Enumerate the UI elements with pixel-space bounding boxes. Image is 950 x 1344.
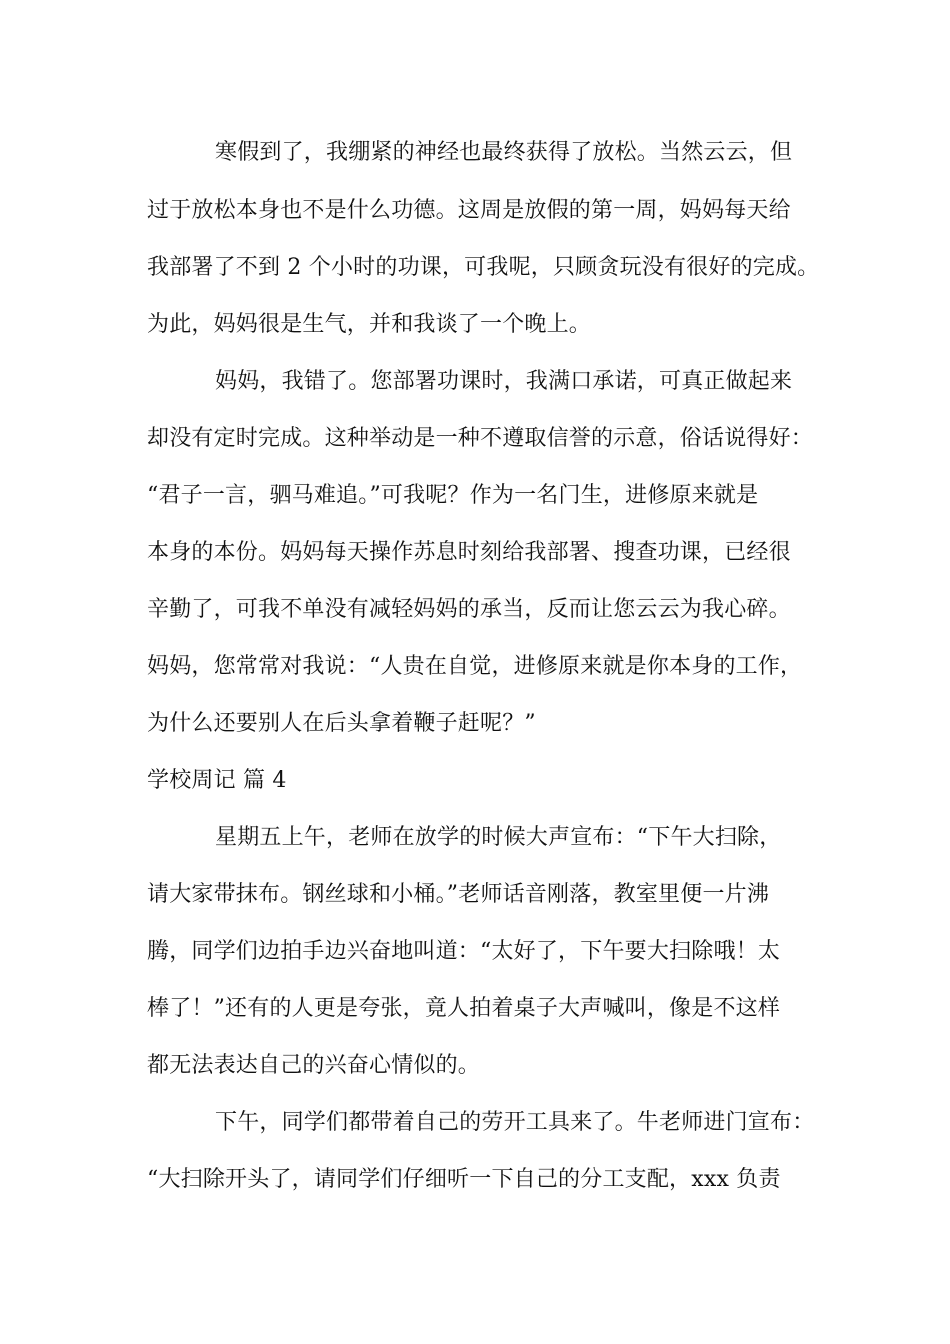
- paragraph-1-line-3: 我部署了不到 2 个小时的功课，可我呢，只顾贪玩没有很好的完成。: [147, 255, 820, 280]
- paragraph-2-line-2: 却没有定时完成。这种举动是一种不遵取信誉的示意，俗话说得好：: [147, 426, 814, 451]
- paragraph-3-line-5: 都无法表达自己的兴奋心情似的。: [147, 1053, 481, 1078]
- paragraph-2-line-6: 妈妈，您常常对我说：“人贵在自觉，进修原来就是你本身的工作，: [147, 654, 803, 679]
- paragraph-4-line-1: 下午，同学们都带着自己的劳开工具来了。牛老师进门宣布：: [215, 1110, 815, 1135]
- paragraph-1-line-1: 寒假到了，我绷紧的神经也最终获得了放松。当然云云，但: [215, 140, 793, 165]
- paragraph-2-line-1: 妈妈，我错了。您部署功课时，我满口承诺，可真正做起来: [215, 369, 793, 394]
- section-heading: 学校周记 篇 4: [147, 768, 287, 793]
- paragraph-3-line-2: 请大家带抹布。钢丝球和小桶。”老师话音刚落，教室里便一片沸: [147, 882, 770, 907]
- paragraph-2-line-5: 辛勤了，可我不单没有减轻妈妈的承当，反而让您云云为我心碎。: [147, 597, 791, 622]
- paragraph-1-line-2: 过于放松本身也不是什么功德。这周是放假的第一周，妈妈每天给: [147, 198, 791, 223]
- paragraph-2-line-7: 为什么还要别人在后头拿着鞭子赶呢？”: [147, 711, 536, 736]
- paragraph-4-line-2: “大扫除开头了，请同学们仔细听一下自己的分工支配，xxx 负责: [147, 1167, 781, 1192]
- paragraph-2-line-4: 本身的本份。妈妈每天操作苏息时刻给我部署、搜查功课，已经很: [147, 540, 791, 565]
- paragraph-2-line-3: “君子一言，驷马难追。”可我呢？作为一名门生，进修原来就是: [147, 483, 759, 508]
- paragraph-3-line-3: 腾，同学们边拍手边兴奋地叫道：“太好了，下午要大扫除哦！太: [147, 939, 781, 964]
- paragraph-1-line-4: 为此，妈妈很是生气，并和我谈了一个晚上。: [147, 312, 592, 337]
- paragraph-3-line-4: 棒了！”还有的人更是夸张，竟人拍着桌子大声喊叫，像是不这样: [147, 996, 781, 1021]
- paragraph-3-line-1: 星期五上午，老师在放学的时候大声宣布：“下午大扫除，: [215, 825, 782, 850]
